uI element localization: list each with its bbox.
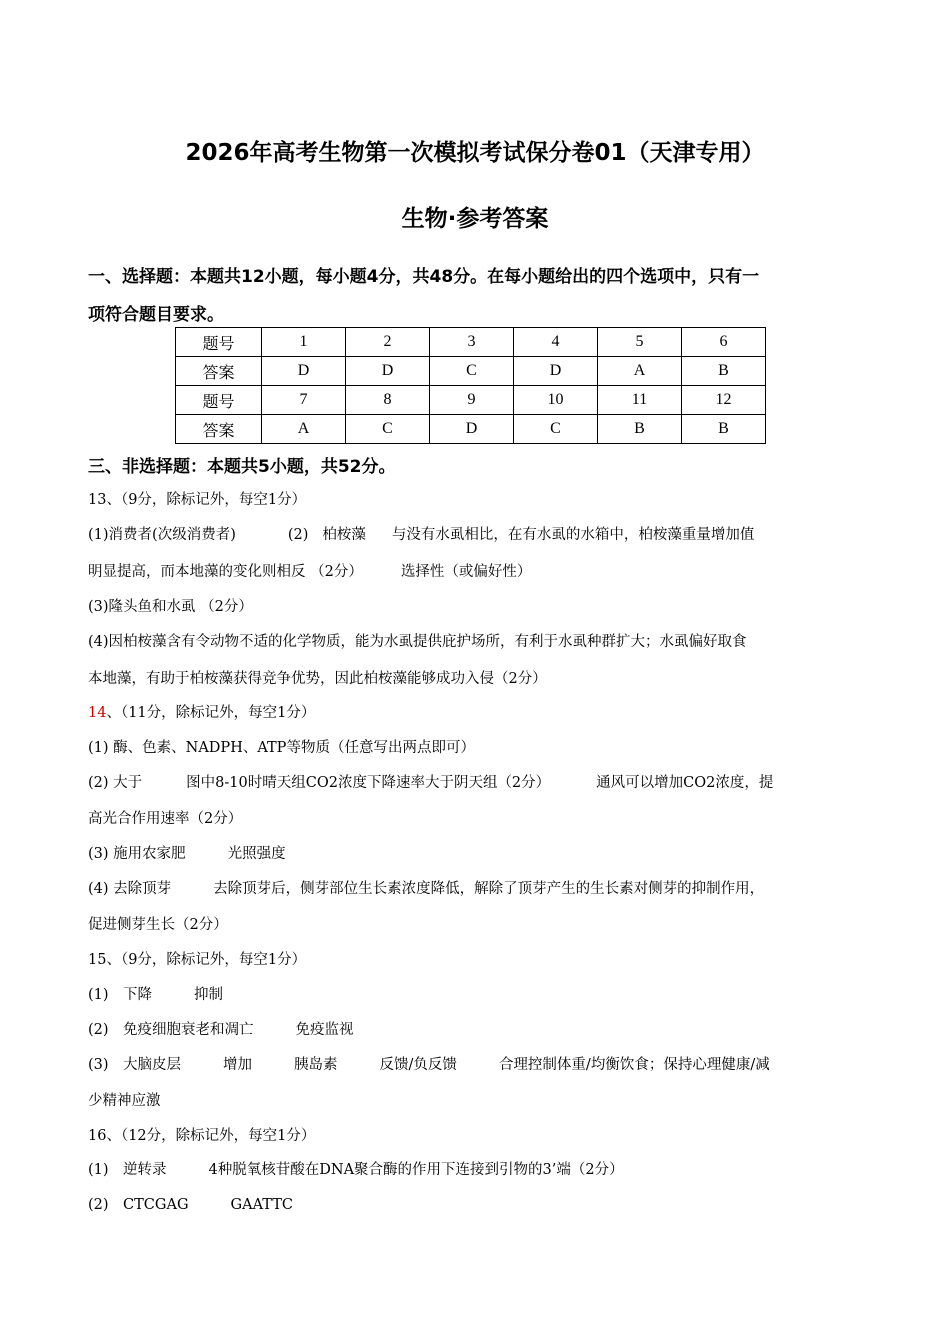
document-subtitle: 生物·参考答案	[401, 206, 549, 232]
table-cell: D	[514, 357, 598, 386]
q13-answer-2-blank-2: 与没有水虱相比，在有水虱的水箱中，柏桉藻重量增加值	[391, 527, 755, 543]
table-cell: C	[346, 415, 430, 444]
q14-answer-2-blank-1: (2) 大于	[88, 775, 143, 791]
q15-answer-1-line	[88, 983, 863, 1004]
q16-answer-1-line	[88, 1158, 863, 1179]
q14-answer-3-blank-1: (3) 施用农家肥	[88, 846, 186, 862]
row-label-answer: 答案	[176, 415, 262, 444]
table-cell: D	[430, 415, 514, 444]
q14-header	[88, 701, 863, 722]
row-label-answer: 答案	[176, 357, 262, 386]
table-cell: 3	[430, 328, 514, 357]
q13-answer-4: (4)因柏桉藻含有令动物不适的化学物质，能为水虱提供庇护场所，有利于水虱种群扩大；水虱偏好取食	[88, 634, 747, 650]
table-cell: 7	[262, 386, 346, 415]
q13-answer-2-continuation: 明显提高，而本地藻的变化则相反 （2分）	[88, 564, 363, 580]
q13-header: 13、（9分，除标记外，每空1分）	[88, 492, 307, 508]
table-cell: B	[682, 357, 766, 386]
q14-number: 14	[88, 705, 107, 721]
table-cell: D	[262, 357, 346, 386]
table-row	[176, 328, 766, 357]
q15-answer-3-continuation: 少精神应激	[88, 1093, 161, 1109]
q15-answer-3-line	[88, 1053, 863, 1074]
q15-header: 15、（9分，除标记外，每空1分）	[88, 952, 307, 968]
q15-answer-2-blank-2: 免疫监视	[295, 1022, 354, 1038]
q14-answer-4-blank-2: 去除顶芽后，侧芽部位生长素浓度降低，解除了顶芽产生的生长素对侧芽的抑制作用，	[213, 881, 765, 897]
table-cell: 10	[514, 386, 598, 415]
q13-answer-3: (3)隆头鱼和水虱 （2分）	[88, 599, 253, 615]
table-cell: A	[262, 415, 346, 444]
q16-answer-2-line	[88, 1193, 863, 1214]
q15-answer-1-blank-2: 抑制	[194, 987, 224, 1003]
q15-answer-3-blank-4: 反馈/负反馈	[379, 1057, 457, 1073]
q15-answer-2-blank-1: (2) 免疫细胞衰老和凋亡	[88, 1022, 254, 1038]
q16-answer-1-blank-2: 4种脱氧核苷酸在DNA聚合酶的作用下连接到引物的3’端（2分）	[208, 1162, 624, 1178]
table-cell: 5	[598, 328, 682, 357]
q13-answer-2-continuation-line	[88, 560, 863, 581]
q14-answer-4-blank-1: (4) 去除顶芽	[88, 881, 172, 897]
document-title: 2026年高考生物第一次模拟考试保分卷01（天津专用）	[185, 140, 765, 166]
q16-header: 16、（12分，除标记外，每空1分）	[88, 1128, 316, 1144]
q13-answer-2-blank-1: 柏桉藻	[322, 527, 366, 543]
q15-answer-3-blank-1: (3) 大脑皮层	[88, 1057, 182, 1073]
q14-answer-4-line	[88, 877, 863, 898]
q16-answer-2-blank-1: (2) CTCGAG	[88, 1197, 189, 1213]
section-free-response-heading: 三、非选择题：本题共5小题，共52分。	[88, 457, 396, 477]
q15-answer-3-blank-3: 胰岛素	[294, 1057, 338, 1073]
q15-answer-3-blank-2: 增加	[223, 1057, 253, 1073]
row-label-number: 题号	[176, 328, 262, 357]
q15-answer-1-blank-1: (1) 下降	[88, 987, 153, 1003]
table-cell: 1	[262, 328, 346, 357]
table-cell: 8	[346, 386, 430, 415]
q16-answer-2-blank-2: GAATTC	[230, 1197, 293, 1213]
table-cell: 6	[682, 328, 766, 357]
section-1-line-2: 项符合题目要求。	[88, 305, 224, 325]
table-cell: 11	[598, 386, 682, 415]
q13-answer-4-continuation: 本地藻，有助于柏桉藻获得竞争优势，因此柏桉藻能够成功入侵（2分）	[88, 671, 547, 687]
q14-answer-2-continuation: 高光合作用速率（2分）	[88, 811, 243, 827]
table-cell: 4	[514, 328, 598, 357]
q13-answer-2-number: (2)	[287, 527, 309, 543]
q14-answer-2-line	[88, 771, 863, 792]
section-1-line-1: 一、选择题：本题共12小题，每小题4分，共48分。在每小题给出的四个选项中，只有一	[88, 267, 760, 287]
table-cell: D	[346, 357, 430, 386]
q14-answer-2-blank-2: 图中8-10时晴天组CO2浓度下降速率大于阴天组（2分）	[186, 775, 551, 791]
table-cell: 9	[430, 386, 514, 415]
q16-answer-1-blank-1: (1) 逆转录	[88, 1162, 167, 1178]
q13-answer-2-line	[88, 523, 863, 544]
q14-answer-3-line	[88, 842, 863, 863]
q13-answer-1: (1)消费者(次级消费者)	[88, 527, 236, 543]
table-row	[176, 386, 766, 415]
q14-answer-2-blank-3: 通风可以增加CO2浓度，提	[596, 775, 774, 791]
q15-answer-3-blank-5: 合理控制体重/均衡饮食；保持心理健康/减	[498, 1057, 770, 1073]
section-multiple-choice-heading	[88, 258, 868, 334]
table-cell: C	[430, 357, 514, 386]
table-cell: B	[682, 415, 766, 444]
q14-answer-4-continuation: 促进侧芽生长（2分）	[88, 917, 228, 933]
table-cell: B	[598, 415, 682, 444]
row-label-number: 题号	[176, 386, 262, 415]
q14-answer-3-blank-2: 光照强度	[227, 846, 286, 862]
q13-answer-2-blank-3: 选择性（或偏好性）	[400, 564, 532, 580]
table-cell: A	[598, 357, 682, 386]
answer-table	[175, 327, 766, 444]
table-row	[176, 415, 766, 444]
table-cell: C	[514, 415, 598, 444]
table-row	[176, 357, 766, 386]
q15-answer-2-line	[88, 1018, 863, 1039]
q14-answer-1: (1) 酶、色素、NADPH、ATP等物质（任意写出两点即可）	[88, 740, 475, 756]
table-cell: 12	[682, 386, 766, 415]
q14-header-text: 、（11分，除标记外，每空1分）	[106, 705, 316, 721]
table-cell: 2	[346, 328, 430, 357]
